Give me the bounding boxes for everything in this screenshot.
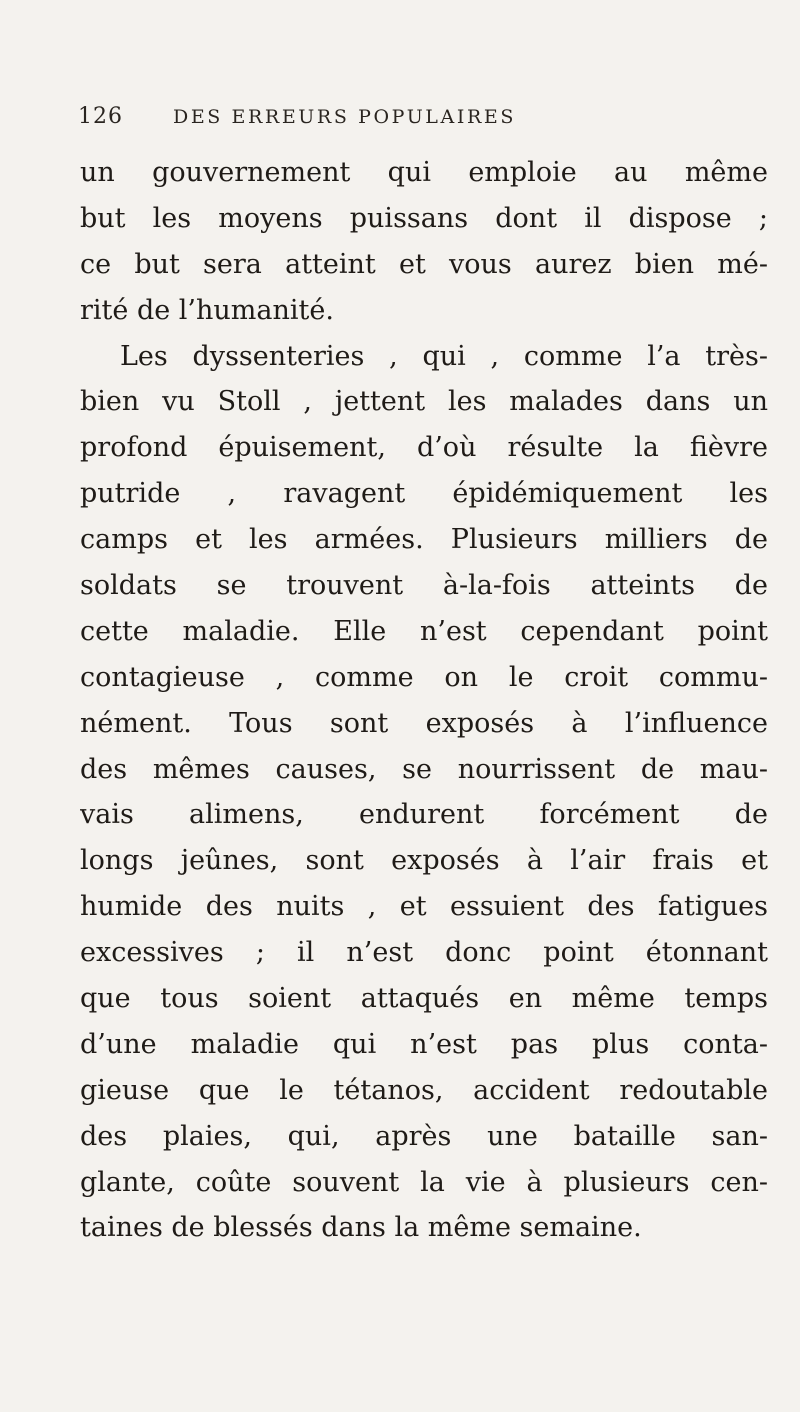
text-line: gieuse que le tétanos, accident redoutable [80,1074,768,1106]
page-number: 126 [78,104,123,129]
text-line: ce but sera atteint et vous aurez bien mé- [80,248,768,280]
page-header [78,104,718,134]
text-line: d’une maladie qui n’est pas plus conta- [80,1028,768,1060]
text-line: cette maladie. Elle n’est cependant point [80,615,768,647]
text-line: vais alimens, endurent forcément de [80,799,768,831]
text-line: un gouvernement qui emploie au même [80,157,768,188]
text-line: putride , ravagent épidémiquement les [80,478,768,510]
text-line: des plaies, qui, après une bataille san- [80,1120,768,1152]
text-line: Les dyssenteries , qui , comme l’a très- [120,340,768,372]
text-line: humide des nuits , et essuient des fatigues [80,891,768,923]
text-line: glante, coûte souvent la vie à plusieurs cen- [80,1166,768,1198]
text-line: rité de l’humanité. [80,294,334,326]
text-line: que tous soient attaqués en même temps [80,983,768,1015]
text-line: contagieuse , comme on le croit commu- [80,661,768,693]
text-line: longs jeûnes, sont exposés à l’air frais et [80,845,768,877]
text-line: profond épuisement, d’où résulte la fièvre [80,432,768,464]
text-line: camps et les armées. Plusieurs milliers de [80,524,768,556]
text-line: bien vu Stoll , jettent les malades dans un [80,386,768,418]
text-line: taines de blessés dans la même semaine. [80,1212,642,1244]
body-text [80,150,768,1251]
text-line: soldats se trouvent à-la-fois atteints de [80,570,768,602]
text-line: but les moyens puissans dont il dispose ; [80,202,768,234]
text-line: nément. Tous sont exposés à l’influence [80,707,768,739]
text-line: des mêmes causes, se nourrissent de mau- [80,753,768,785]
text-line: excessives ; il n’est donc point étonnant [80,937,768,969]
running-head: DES ERREURS POPULAIRES [173,106,516,128]
